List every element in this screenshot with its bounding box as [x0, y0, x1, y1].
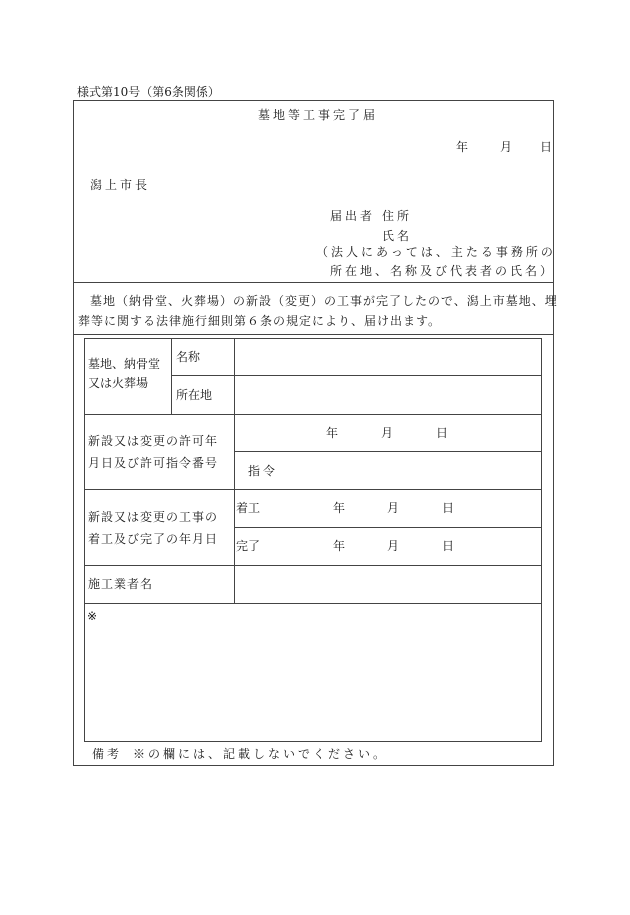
start-day-label: 日 — [442, 501, 455, 515]
divider — [73, 334, 554, 335]
permit-month-label: 月 — [381, 426, 394, 440]
completion-year-label: 年 — [333, 539, 346, 553]
start-date-input[interactable] — [265, 490, 541, 527]
statement-line2: 葬等に関する法律施行細則第６条の規定により、届け出ます。 — [78, 314, 442, 328]
footer-note: ※の欄には、記載しないでください。 — [133, 747, 389, 761]
directive-number-input[interactable] — [275, 452, 541, 489]
official-use-area — [85, 604, 541, 741]
contractor-label: 施工業者名 — [88, 577, 154, 591]
permit-label-line2: 月日及び許可指令番号 — [88, 456, 219, 470]
applicant-note-line1: （法人にあっては、主たる事務所の — [316, 245, 556, 259]
start-year-label: 年 — [333, 501, 346, 515]
name-field-label: 名称 — [176, 350, 201, 364]
recipient: 潟上市長 — [90, 178, 151, 192]
divider — [171, 338, 172, 414]
completion-label: 完了 — [236, 539, 261, 553]
name-input[interactable] — [235, 339, 541, 375]
completion-day-label: 日 — [442, 539, 455, 553]
date-year-label: 年 — [456, 140, 469, 154]
contractor-input[interactable] — [235, 566, 541, 603]
footer-label: 備考 — [92, 747, 123, 761]
form-title: 墓地等工事完了届 — [258, 108, 379, 122]
directive-label: 指令 — [248, 464, 279, 478]
construction-label-line2: 着工及び完了の年月日 — [88, 532, 219, 546]
start-label: 着工 — [236, 501, 261, 515]
construction-label-line1: 新設又は変更の工事の — [88, 510, 219, 524]
date-month-label: 月 — [500, 140, 513, 154]
address-label: 住所 — [382, 209, 413, 223]
statement-line1: 墓地（納骨堂、火葬場）の新設（変更）の工事が完了したので、潟上市墓地、埋 — [90, 294, 558, 308]
location-input[interactable] — [235, 376, 541, 414]
date-day-label: 日 — [540, 140, 553, 154]
facility-label-line1: 墓地、納骨堂 — [88, 357, 161, 371]
facility-label-line2: 又は火葬場 — [88, 376, 149, 390]
remarks-mark: ※ — [87, 609, 98, 623]
name-label: 氏名 — [382, 229, 413, 243]
applicant-note-line2: 所在地、名称及び代表者の氏名） — [330, 264, 556, 278]
form-number: 様式第10号（第6条関係） — [77, 85, 220, 99]
permit-date-input[interactable] — [235, 415, 541, 451]
applicant-label: 届出者 — [330, 209, 376, 223]
divider — [73, 282, 554, 283]
location-field-label: 所在地 — [176, 388, 213, 402]
permit-year-label: 年 — [326, 426, 339, 440]
permit-label-line1: 新設又は変更の許可年 — [88, 434, 219, 448]
start-month-label: 月 — [387, 501, 400, 515]
completion-date-input[interactable] — [265, 528, 541, 565]
permit-day-label: 日 — [436, 426, 449, 440]
completion-month-label: 月 — [387, 539, 400, 553]
